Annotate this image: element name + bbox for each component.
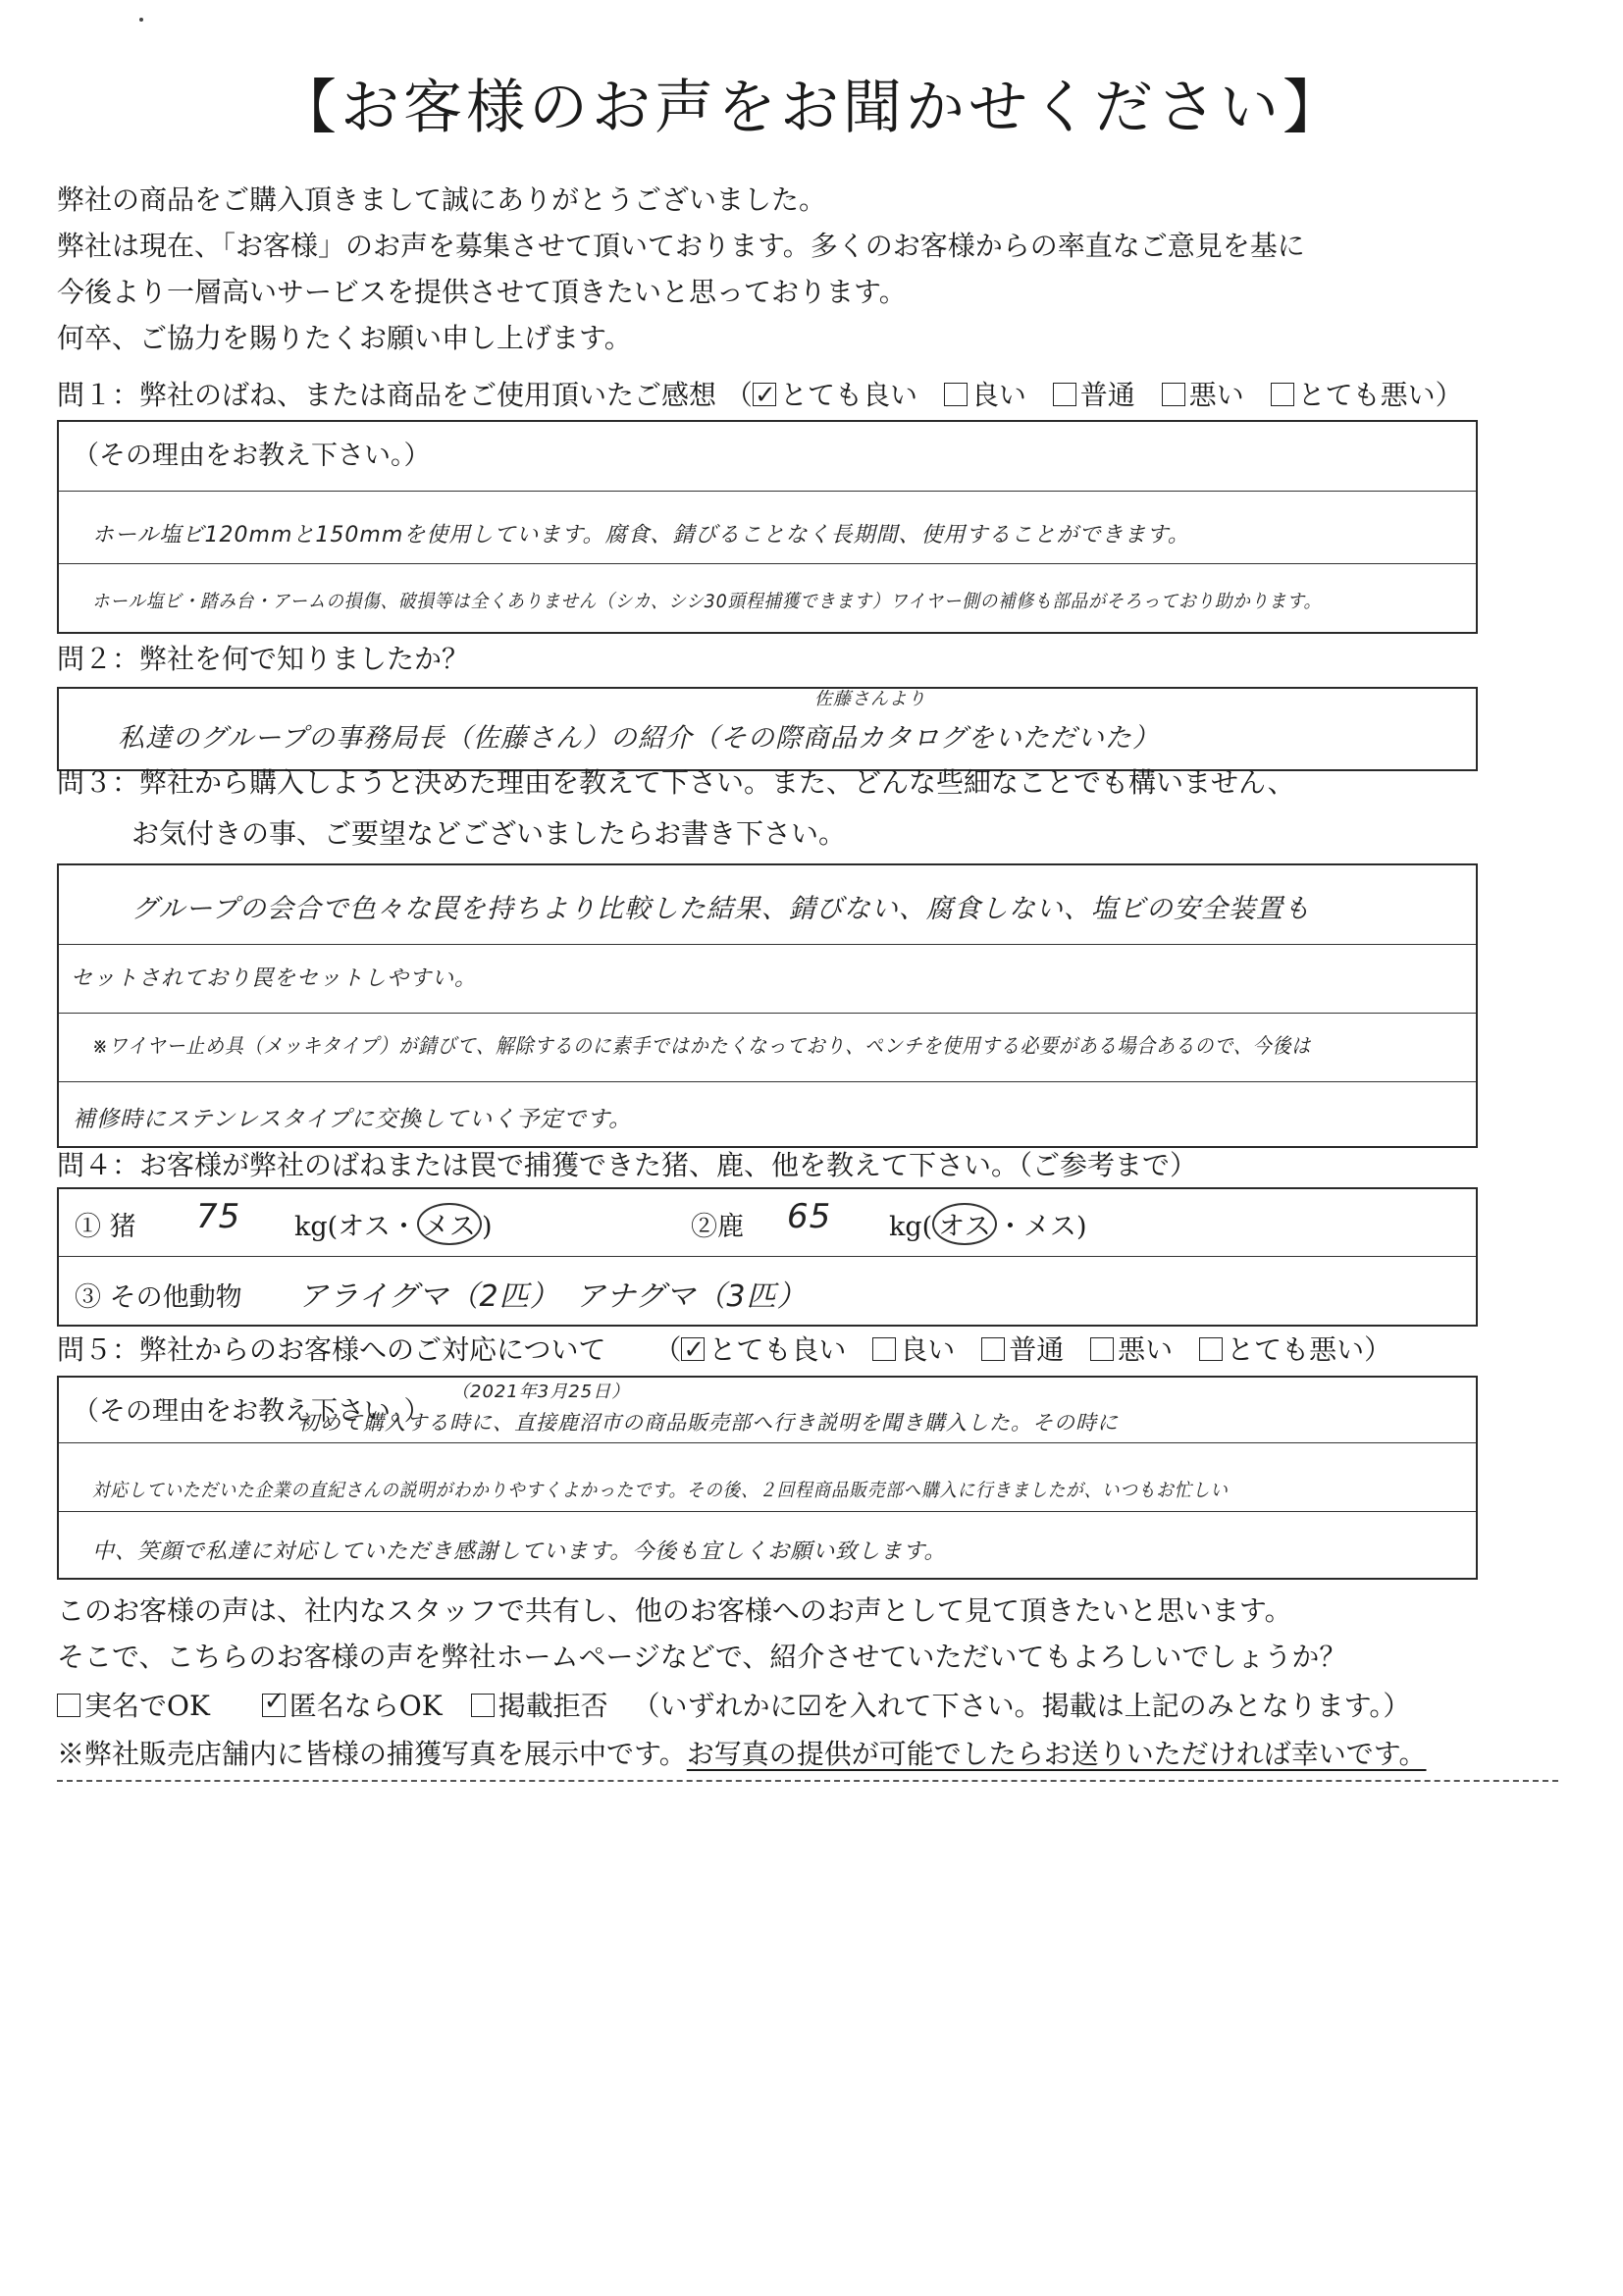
q3-answer-line: ※ワイヤー止め具（メッキタイプ）が錆びて、解除するのに素手ではかたくなっており、ペンチを使用する必要がある場合あるので、今後は [92,1034,1312,1058]
choice-label: 普通 [1079,379,1135,411]
boar-unit-sex: kg(オス・ メス ) [294,1205,492,1243]
choice-label: とても良い [779,379,917,411]
publish-note: （いずれかに☑を入れて下さい。掲載は上記のみとなります。） [632,1690,1411,1722]
q3-answer-line: セットされており罠をセットしやすい。 [71,966,478,991]
intro-line: 今後より一層高いサービスを提供させて頂きたいと思っております。 [57,276,907,308]
choice-label: 良い [900,1333,956,1366]
choice-label: 悪い [1188,379,1244,411]
intro-text [57,177,1588,361]
footer-line: このお客様の声は、社内なスタッフで共有し、他のお客様へのお声として見て頂きたいと思います。 [57,1594,1292,1627]
kg-unit: kg [294,1212,328,1242]
choice-label: とても悪い [1227,1333,1365,1366]
q4-question: 問４：お客様が弊社のばねまたは罠で捕獲できた猪、鹿、他を教えて下さい。（ご参考まで） [57,1149,1198,1181]
checkbox[interactable] [1271,383,1294,406]
cut-line [57,1780,1558,1782]
kg-unit: kg [889,1212,922,1242]
q1-answer-box[interactable] [57,420,1478,634]
option-real-name: 実名でOK [84,1690,210,1722]
photo-request-text: お写真の提供が可能でしたらお送りいただければ幸いです。 [686,1738,1427,1770]
q3-answer-line: グループの会合で色々な罠を持ちより比較した結果、錆びない、腐食しない、塩ビの安全装置も [131,894,1311,924]
intro-line: 弊社は現在、「お客様」のお声を募集させて頂いております。多くのお客様からの率直なご意見を基に [57,230,1305,262]
answer-rule [59,491,1476,492]
sex-option: オス [338,1212,391,1242]
q5-reason-label: （その理由をお教え下さい。） [73,1396,431,1427]
answer-rule [59,1442,1476,1443]
option-refuse: 掲載拒否 [497,1690,608,1722]
choice-label: 悪い [1118,1333,1174,1366]
deer-weight: 65 [787,1197,832,1236]
q5-answer-line: 中、笑顔で私達に対応していただき感謝しています。今後も宜しくお願い致します。 [92,1539,947,1564]
checkbox[interactable] [1053,383,1076,406]
checkbox-checked[interactable] [262,1694,286,1717]
q5-answer-line: 対応していただいた企業の直紀さんの説明がわかりやすくよかったです。その後、２回程商品販売部へ購入に行きましたが、いつもお忙しい [92,1480,1229,1501]
checkbox[interactable] [471,1694,495,1717]
choice-label: とても悪い [1297,379,1436,411]
checkbox[interactable] [1162,383,1185,406]
answer-rule [59,1081,1476,1082]
q5-date-note: （2021年3月25日） [451,1382,631,1402]
answer-rule [59,1013,1476,1014]
q1-answer-line: ホール塩ビ120mmと150mmを使用しています。腐食、錆びることなく長期間、使用することができます。 [92,523,1190,548]
q2-answer-note: 佐藤さんより [814,689,926,709]
checkbox[interactable] [1090,1337,1114,1361]
q1-label: 問１：弊社のばね、または商品をご使用頂いたご感想 [57,379,717,411]
checkbox-checked[interactable] [753,383,776,406]
q5-label: 問５：弊社からのお客様へのご対応について [57,1333,606,1366]
q5-choices: （✓ とても良い 良い 普通 悪い とても悪い） [654,1333,1391,1366]
q2-answer-box[interactable] [57,687,1478,771]
q3-question: 問３：弊社から購入しようと決めた理由を教えて下さい。また、どんな些細なことでも構いません、 [57,766,1295,799]
answer-rule [59,1256,1476,1257]
q5-question [57,1331,1391,1370]
photo-notice [57,1733,1427,1772]
q2-answer: 私達のグループの事務局長（佐藤さん）の紹介（その際商品カタログをいただいた） [118,723,1160,754]
q4-answer-box[interactable] [57,1187,1478,1327]
q3-answer-line: 補修時にステンレスタイプに交換していく予定です。 [73,1107,633,1132]
circled-sex-option: メス [417,1203,482,1245]
deer-unit-sex: kg( オス ・メス) [889,1205,1086,1243]
boar-label: ① 猪 [75,1212,136,1242]
intro-line: 弊社の商品をご購入頂きまして誠にありがとうございました。 [57,183,827,216]
scan-speck [139,18,143,22]
checkbox[interactable] [57,1694,80,1717]
boar-weight: 75 [196,1197,241,1236]
checkbox[interactable] [872,1337,896,1361]
choice-label: 良い [970,379,1026,411]
checkbox-checked[interactable] [681,1337,705,1361]
checkbox[interactable] [981,1337,1005,1361]
other-animal-label: ③ その他動物 [75,1282,242,1313]
intro-line: 何卒、ご協力を賜りたくお願い申し上げます。 [57,322,632,354]
answer-rule [59,563,1476,564]
deer-label: ②鹿 [691,1212,744,1242]
form-title: 【お客様のお声をお聞かせください】 [278,74,1345,142]
option-anonymous: 匿名ならOK [288,1690,443,1722]
q5-answer-line: 初めて購入する時に、直接鹿沼市の商品販売部へ行き説明を聞き購入した。その時に [298,1411,1119,1435]
q5-answer-box[interactable] [57,1376,1478,1580]
q1-reason-label: （その理由をお教え下さい。） [73,441,431,471]
q1-choices: （✓ とても良い 良い 普通 悪い とても悪い） [725,379,1463,411]
q1-question [57,376,1463,415]
q2-question: 問２：弊社を何で知りましたか？ [57,643,470,675]
publish-options [57,1685,1410,1724]
answer-rule [59,944,1476,945]
other-animal-answer: アライグマ（2匹） アナグマ（3匹） [298,1279,808,1314]
footer-line: そこで、こちらのお客様の声を弊社ホームページなどで、紹介させていただいてもよろしいでしょうか？ [57,1641,1347,1673]
sex-option: メス [1022,1212,1076,1242]
circled-sex-option: オス [932,1203,997,1245]
checkbox[interactable] [944,383,968,406]
choice-label: 普通 [1009,1333,1065,1366]
q3-question-cont: お気付きの事、ご要望などございましたらお書き下さい。 [131,817,847,850]
q3-answer-box[interactable] [57,863,1478,1148]
choice-label: とても良い [708,1333,847,1366]
answer-rule [59,1511,1476,1512]
photo-notice-text: ※弊社販売店舗内に皆様の捕獲写真を展示中です。 [57,1738,687,1770]
q1-answer-line: ホール塩ビ・踏み台・アームの損傷、破損等は全くありません（シカ、シシ30頭程捕獲できます）ワイヤー側の補修も部品がそろっており助かります。 [92,591,1322,612]
checkbox[interactable] [1199,1337,1223,1361]
